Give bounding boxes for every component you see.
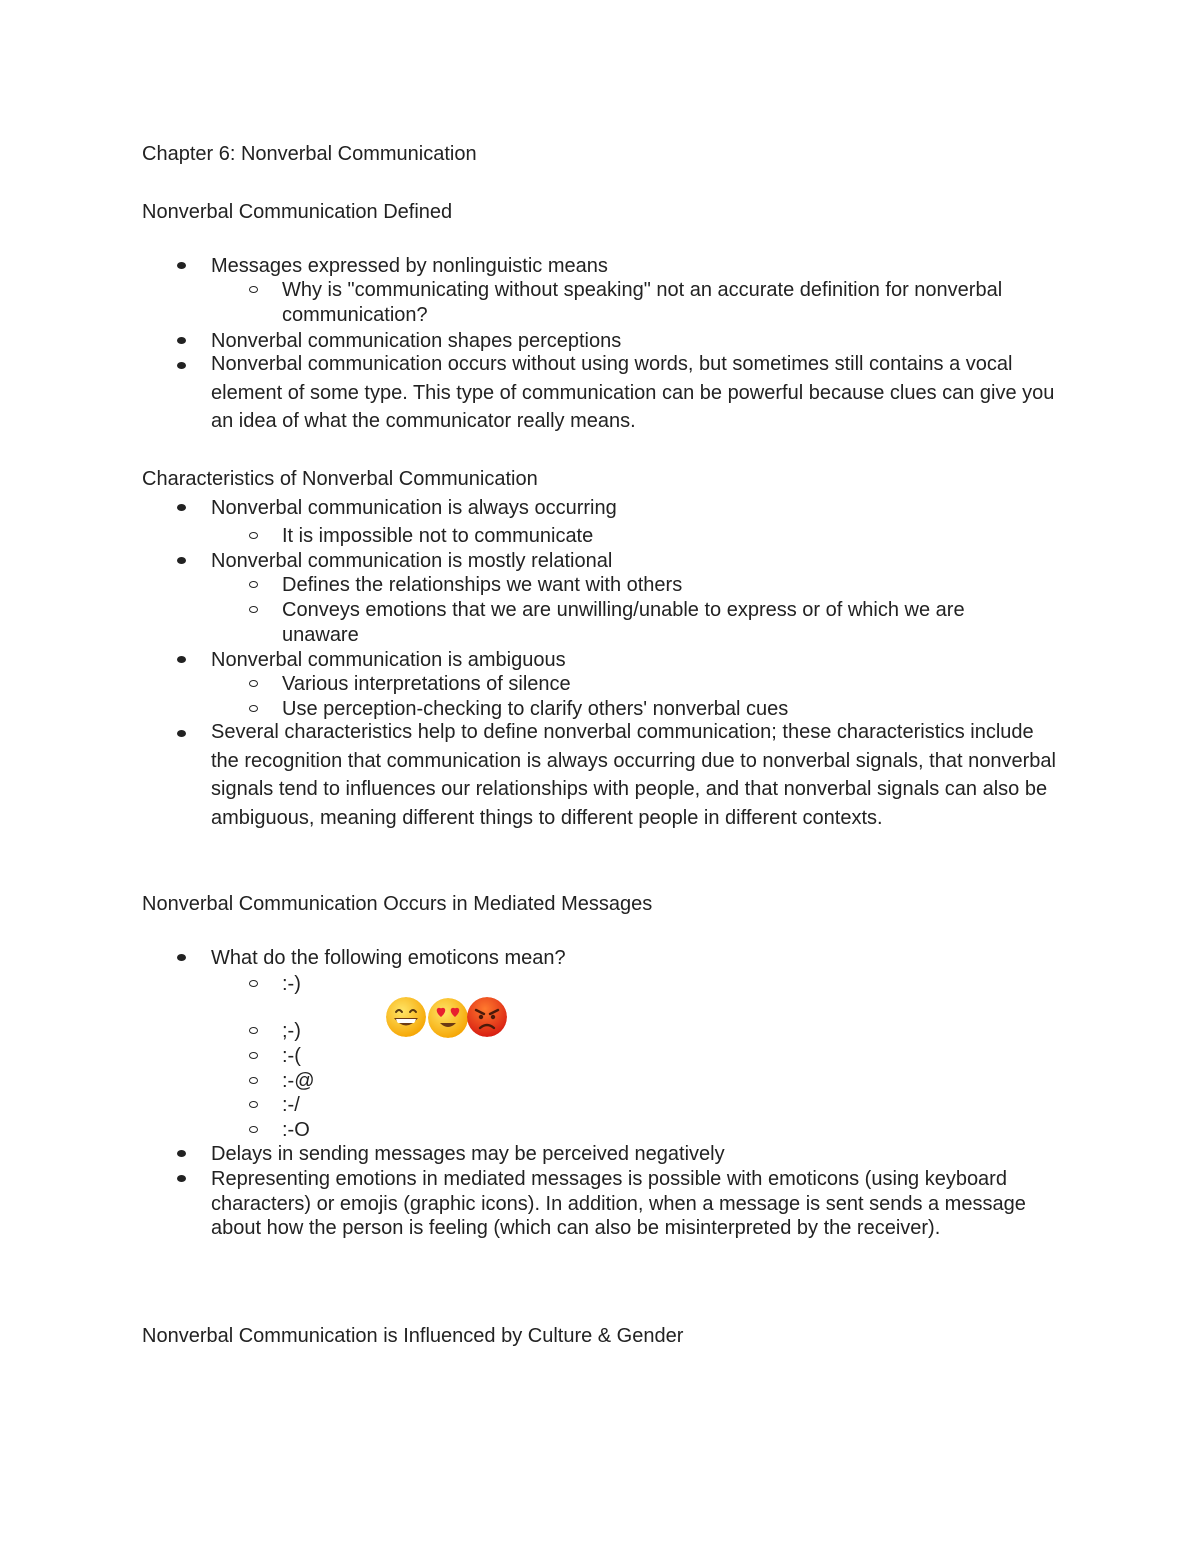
bullet-dot: [177, 362, 186, 369]
section-heading-mediated: Nonverbal Communication Occurs in Mediated Messages: [142, 893, 653, 915]
bullet-dot: [177, 262, 186, 269]
list-item: Delays in sending messages may be perceived negatively: [211, 1143, 725, 1165]
sub-list-item: It is impossible not to communicate: [282, 525, 594, 547]
sub-list-item: Various interpretations of silence: [282, 673, 571, 695]
bullet-circle: [249, 1052, 258, 1059]
sub-list-item: Conveys emotions that we are unwilling/unable to express or of which we are unaware: [282, 599, 965, 646]
bullet-dot: [177, 504, 186, 511]
heart-eyes-face-emoji-icon: [428, 998, 468, 1038]
bullet-circle: [249, 705, 258, 712]
list-item: Representing emotions in mediated messages is possible with emoticons (using keyboard characters) or emojis (graphic icons). In addition, when a message is sent sends a message about how the person is feeling (which can also be misinterpreted by the receiver).: [211, 1168, 1026, 1239]
bullet-circle: [249, 581, 258, 588]
bullet-dot: [177, 730, 186, 737]
bullet-dot: [177, 656, 186, 663]
bullet-dot: [177, 1150, 186, 1157]
emoticon-item: :-@: [282, 1070, 315, 1092]
emoticon-item: :-O: [282, 1119, 310, 1141]
bullet-dot: [177, 337, 186, 344]
section-heading-characteristics: Characteristics of Nonverbal Communication: [142, 468, 538, 490]
section-heading-defined: Nonverbal Communication Defined: [142, 201, 453, 223]
bullet-circle: [249, 1027, 258, 1034]
bullet-circle: [249, 286, 258, 293]
emoticon-item: :-): [282, 973, 301, 995]
list-item: Nonverbal communication shapes perceptions: [211, 330, 622, 352]
bullet-dot: [177, 557, 186, 564]
list-item: Nonverbal communication occurs without using words, but sometimes still contains a vocal element of some type. This type of communication can be powerful because clues can give you an idea of what the communicator really means.: [211, 353, 1055, 432]
bullet-circle: [249, 680, 258, 687]
list-item: Messages expressed by nonlinguistic means: [211, 255, 608, 277]
bullet-circle: [249, 980, 258, 987]
list-item: Nonverbal communication is mostly relational: [211, 550, 613, 572]
bullet-circle: [249, 606, 258, 613]
list-item: Several characteristics help to define nonverbal communication; these characteristics include the recognition that communication is always occurring due to nonverbal signals, that nonverbal signals tend to influences our relationships with people, and that nonverbal signals can also be ambiguous, meaning different things to different people in different contexts.: [211, 721, 1056, 829]
sub-list-item: Why is "communicating without speaking" not an accurate definition for nonverbal communication?: [282, 279, 1003, 326]
angry-face-emoji-icon: [467, 997, 507, 1037]
bullet-circle: [249, 1077, 258, 1084]
list-item: Nonverbal communication is ambiguous: [211, 649, 566, 671]
list-item: What do the following emoticons mean?: [211, 947, 566, 969]
sub-list-item: Defines the relationships we want with others: [282, 574, 683, 596]
section-heading-culture-gender: Nonverbal Communication is Influenced by Culture & Gender: [142, 1325, 684, 1347]
emoticon-item: :-/: [282, 1094, 300, 1116]
sub-list-item: Use perception-checking to clarify others' nonverbal cues: [282, 698, 789, 720]
bullet-circle: [249, 1126, 258, 1133]
bullet-dot: [177, 954, 186, 961]
list-item: Nonverbal communication is always occurring: [211, 497, 617, 519]
grinning-face-emoji-icon: [386, 997, 426, 1037]
emoticon-item: ;-): [282, 1020, 301, 1042]
bullet-circle: [249, 1101, 258, 1108]
emoticon-item: :-(: [282, 1045, 301, 1067]
bullet-circle: [249, 532, 258, 539]
page-title: Chapter 6: Nonverbal Communication: [142, 143, 477, 165]
bullet-dot: [177, 1175, 186, 1182]
